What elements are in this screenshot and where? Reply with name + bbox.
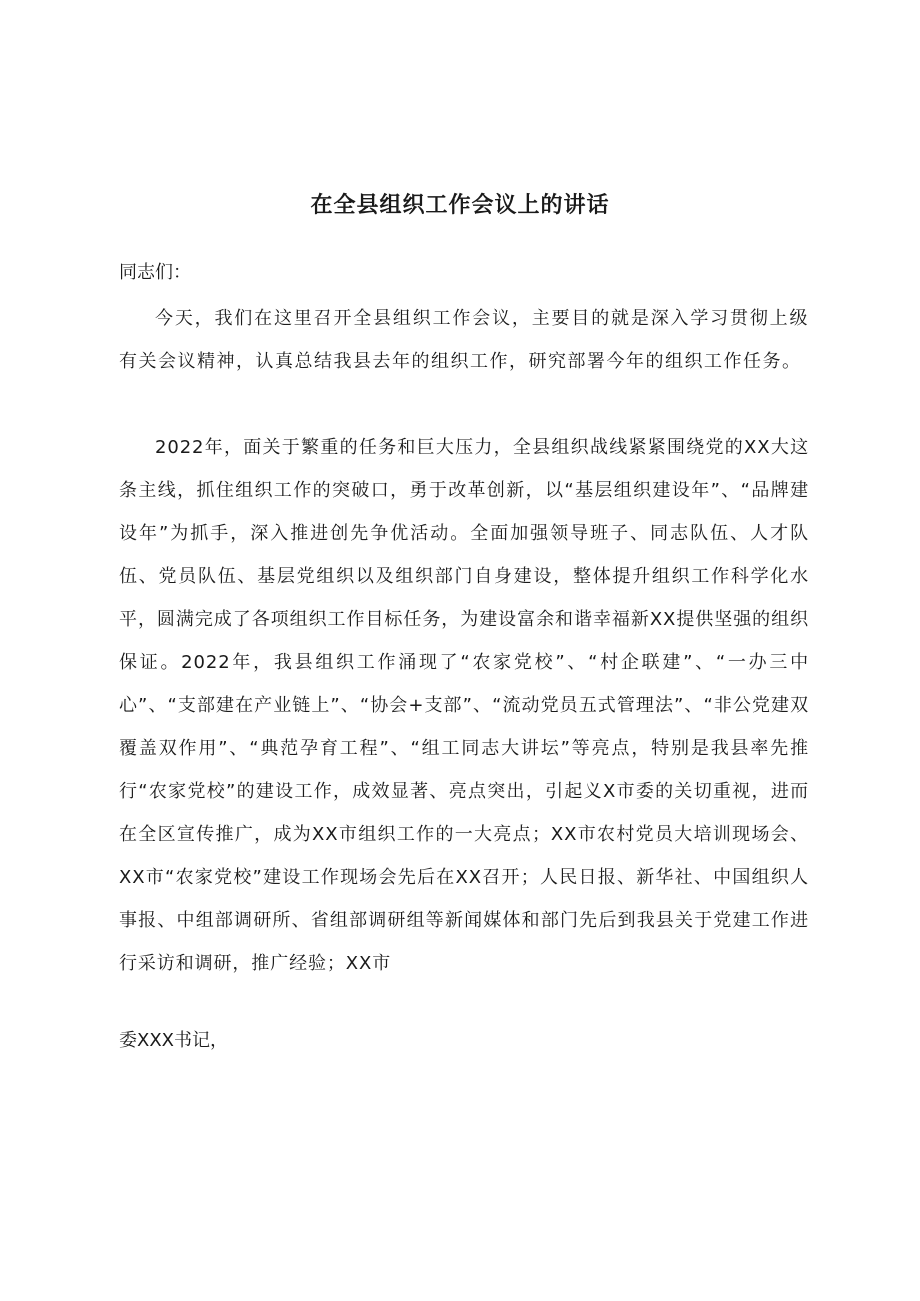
salutation: 同志们： [119,262,191,283]
document-title: 在全县组织工作会议上的讲话 [310,193,610,218]
paragraph-review-2022: 2022年，面关于繁重的任务和巨大压力，全县组织战线紧紧围绕党的XX大这条主线，抓住组织工作的突破口，勇于改革创新，以“基层组织建设年”、“品牌建设年”为抓手，深入推进创先争优活动。全面加强领导班子、同志队伍、人才队伍、党员队伍、基层党组织以及组织部门自身建设，整体提升组织工作科学化水平，圆满完成了各项组织工作目标任务，为建设富余和谐幸福新XX提供坚强的组织保证。2022年，我县组织工作涌现了“农家党校”、“村企联建”、“一办三中心”、“支部建在产业链上”、“协会+支部”、“流动党员五式管理法”、“非公党建双覆盖双作用”、“典范孕育工程”、“组工同志大讲坛”等亮点，特别是我县率先推行“农家党校”的建设工作，成效显著、亮点突出，引起义X市委的关切重视，进而在全区宣传推广，成为XX市组织工作的一大亮点；XX市农村党员大培训现场会、XX市“农家党校”建设工作现场会先后在XX召开；人民日报、新华社、中国组织人事报、中组部调研所、省组部调研组等新闻媒体和部门先后到我县关于党建工作进行采访和调研，推广经验；XX市 [119,437,809,974]
paragraph-tail: 委XXX书记， [119,1030,228,1051]
paragraph-intro: 今天，我们在这里召开全县组织工作会议，主要目的就是深入学习贯彻上级有关会议精神，认真总结我县去年的组织工作，研究部署今年的组织工作任务。 [119,308,809,372]
